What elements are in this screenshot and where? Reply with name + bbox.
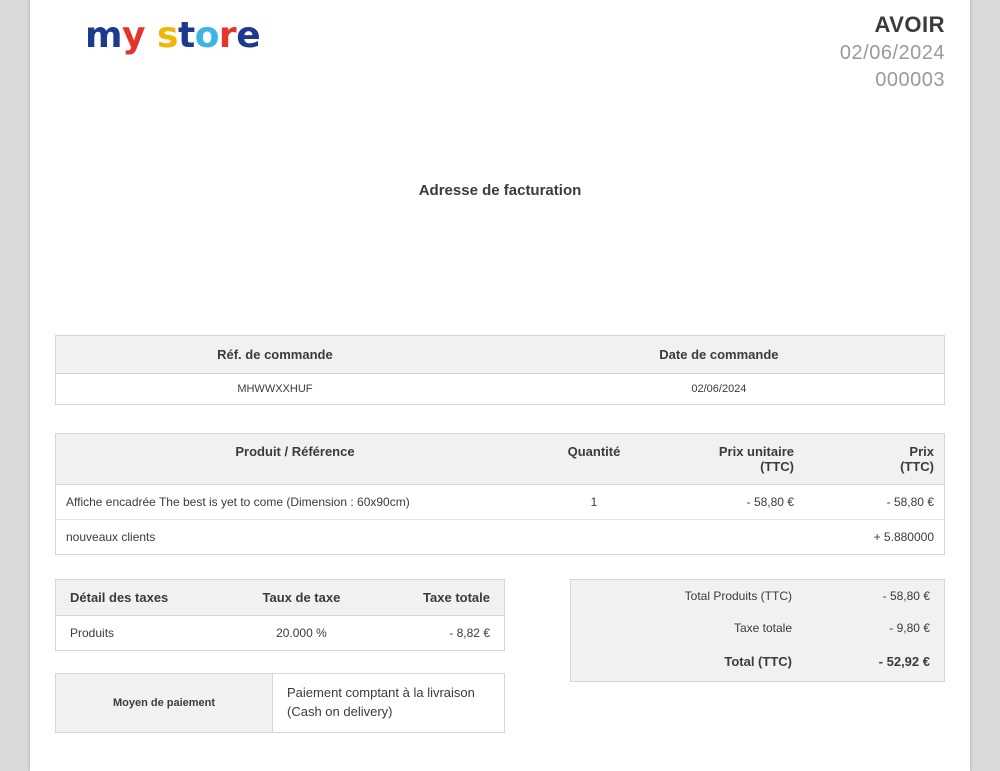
product-quantity: 1 (534, 485, 654, 520)
logo-letter-5: o (194, 15, 219, 56)
payment-method-value (273, 674, 505, 733)
product-unit-price (654, 520, 804, 555)
payment-method-label: Moyen de paiement (56, 674, 273, 733)
document-date: 02/06/2024 (839, 42, 945, 64)
summary-area (55, 579, 945, 733)
billing-address-block (55, 120, 945, 335)
table-row (56, 616, 505, 651)
billing-address-title: Adresse de facturation (418, 182, 582, 199)
table-row (56, 374, 945, 405)
logo-letter-1: y (122, 15, 145, 56)
tax-label: Produits (70, 626, 115, 640)
total-tax-label: Taxe totale (733, 621, 792, 635)
document-meta (840, 12, 945, 92)
table-row (571, 612, 945, 644)
payment-method-line2: (Cash on delivery) (287, 703, 393, 719)
product-price: - 58,80 € (804, 485, 945, 520)
grand-total-value: - 52,92 € (878, 654, 930, 669)
product-quantity (534, 520, 654, 555)
store-logo (85, 15, 261, 56)
logo-letter-4: t (177, 15, 195, 56)
document-header (55, 0, 945, 120)
table-header-row (56, 336, 945, 374)
logo-letter-7: e (236, 15, 261, 56)
product-name: Affiche encadrée The best is yet to come (Dimension : 60x90cm) (56, 485, 535, 520)
tax-rate: 20.000 % (276, 626, 327, 640)
table-row (56, 520, 945, 555)
total-products-value: - 58,80 € (882, 589, 930, 603)
table-row (56, 485, 945, 520)
payment-method-table (55, 673, 505, 733)
total-tax-value: - 9,80 € (889, 621, 930, 635)
payment-method-line1: Paiement comptant à la livraison (287, 685, 475, 700)
grand-total-label: Total (TTC) (724, 654, 792, 669)
price-header-line1: Prix (909, 444, 934, 459)
table-header-row (56, 580, 505, 616)
product-name: nouveaux clients (66, 530, 156, 544)
product-unit-price: - 58,80 € (654, 485, 804, 520)
table-row (56, 674, 505, 733)
table-header-row (56, 434, 945, 485)
order-ref-header: Réf. de commande (56, 336, 494, 374)
taxes-table (55, 579, 505, 651)
logo-letter-6: r (218, 15, 237, 56)
table-row-grand-total (571, 644, 945, 682)
quantity-header: Quantité (534, 434, 654, 485)
tax-rate-header: Taux de taxe (229, 580, 374, 616)
total-products-label: Total Produits (TTC) (684, 589, 792, 603)
price-header-line2: (TTC) (900, 459, 934, 474)
taxes-detail-header: Détail des taxes (56, 580, 230, 616)
order-date-header: Date de commande (494, 336, 945, 374)
order-date-value: 02/06/2024 (691, 383, 747, 395)
logo-letter-0: m (85, 15, 123, 56)
product-header: Produit / Référence (56, 434, 535, 485)
price-header (804, 434, 945, 485)
unit-price-header (654, 434, 804, 485)
order-reference-table (55, 335, 945, 405)
document-number: 000003 (875, 69, 945, 91)
unit-price-header-line2: (TTC) (760, 459, 794, 474)
invoice-page (30, 0, 970, 771)
product-price: + 5.880000 (873, 530, 934, 544)
logo-letter-3: s (157, 15, 178, 56)
products-table (55, 433, 945, 555)
document-type: AVOIR (874, 12, 945, 37)
table-row (571, 580, 945, 613)
tax-total-header: Taxe totale (374, 580, 505, 616)
totals-table (570, 579, 945, 682)
logo-letter-2 (145, 18, 157, 54)
order-ref-value: MHWWXXHUF (237, 383, 313, 395)
unit-price-header-line1: Prix unitaire (718, 444, 794, 459)
page-inner (55, 0, 945, 733)
tax-amount: - 8,82 € (449, 626, 490, 640)
